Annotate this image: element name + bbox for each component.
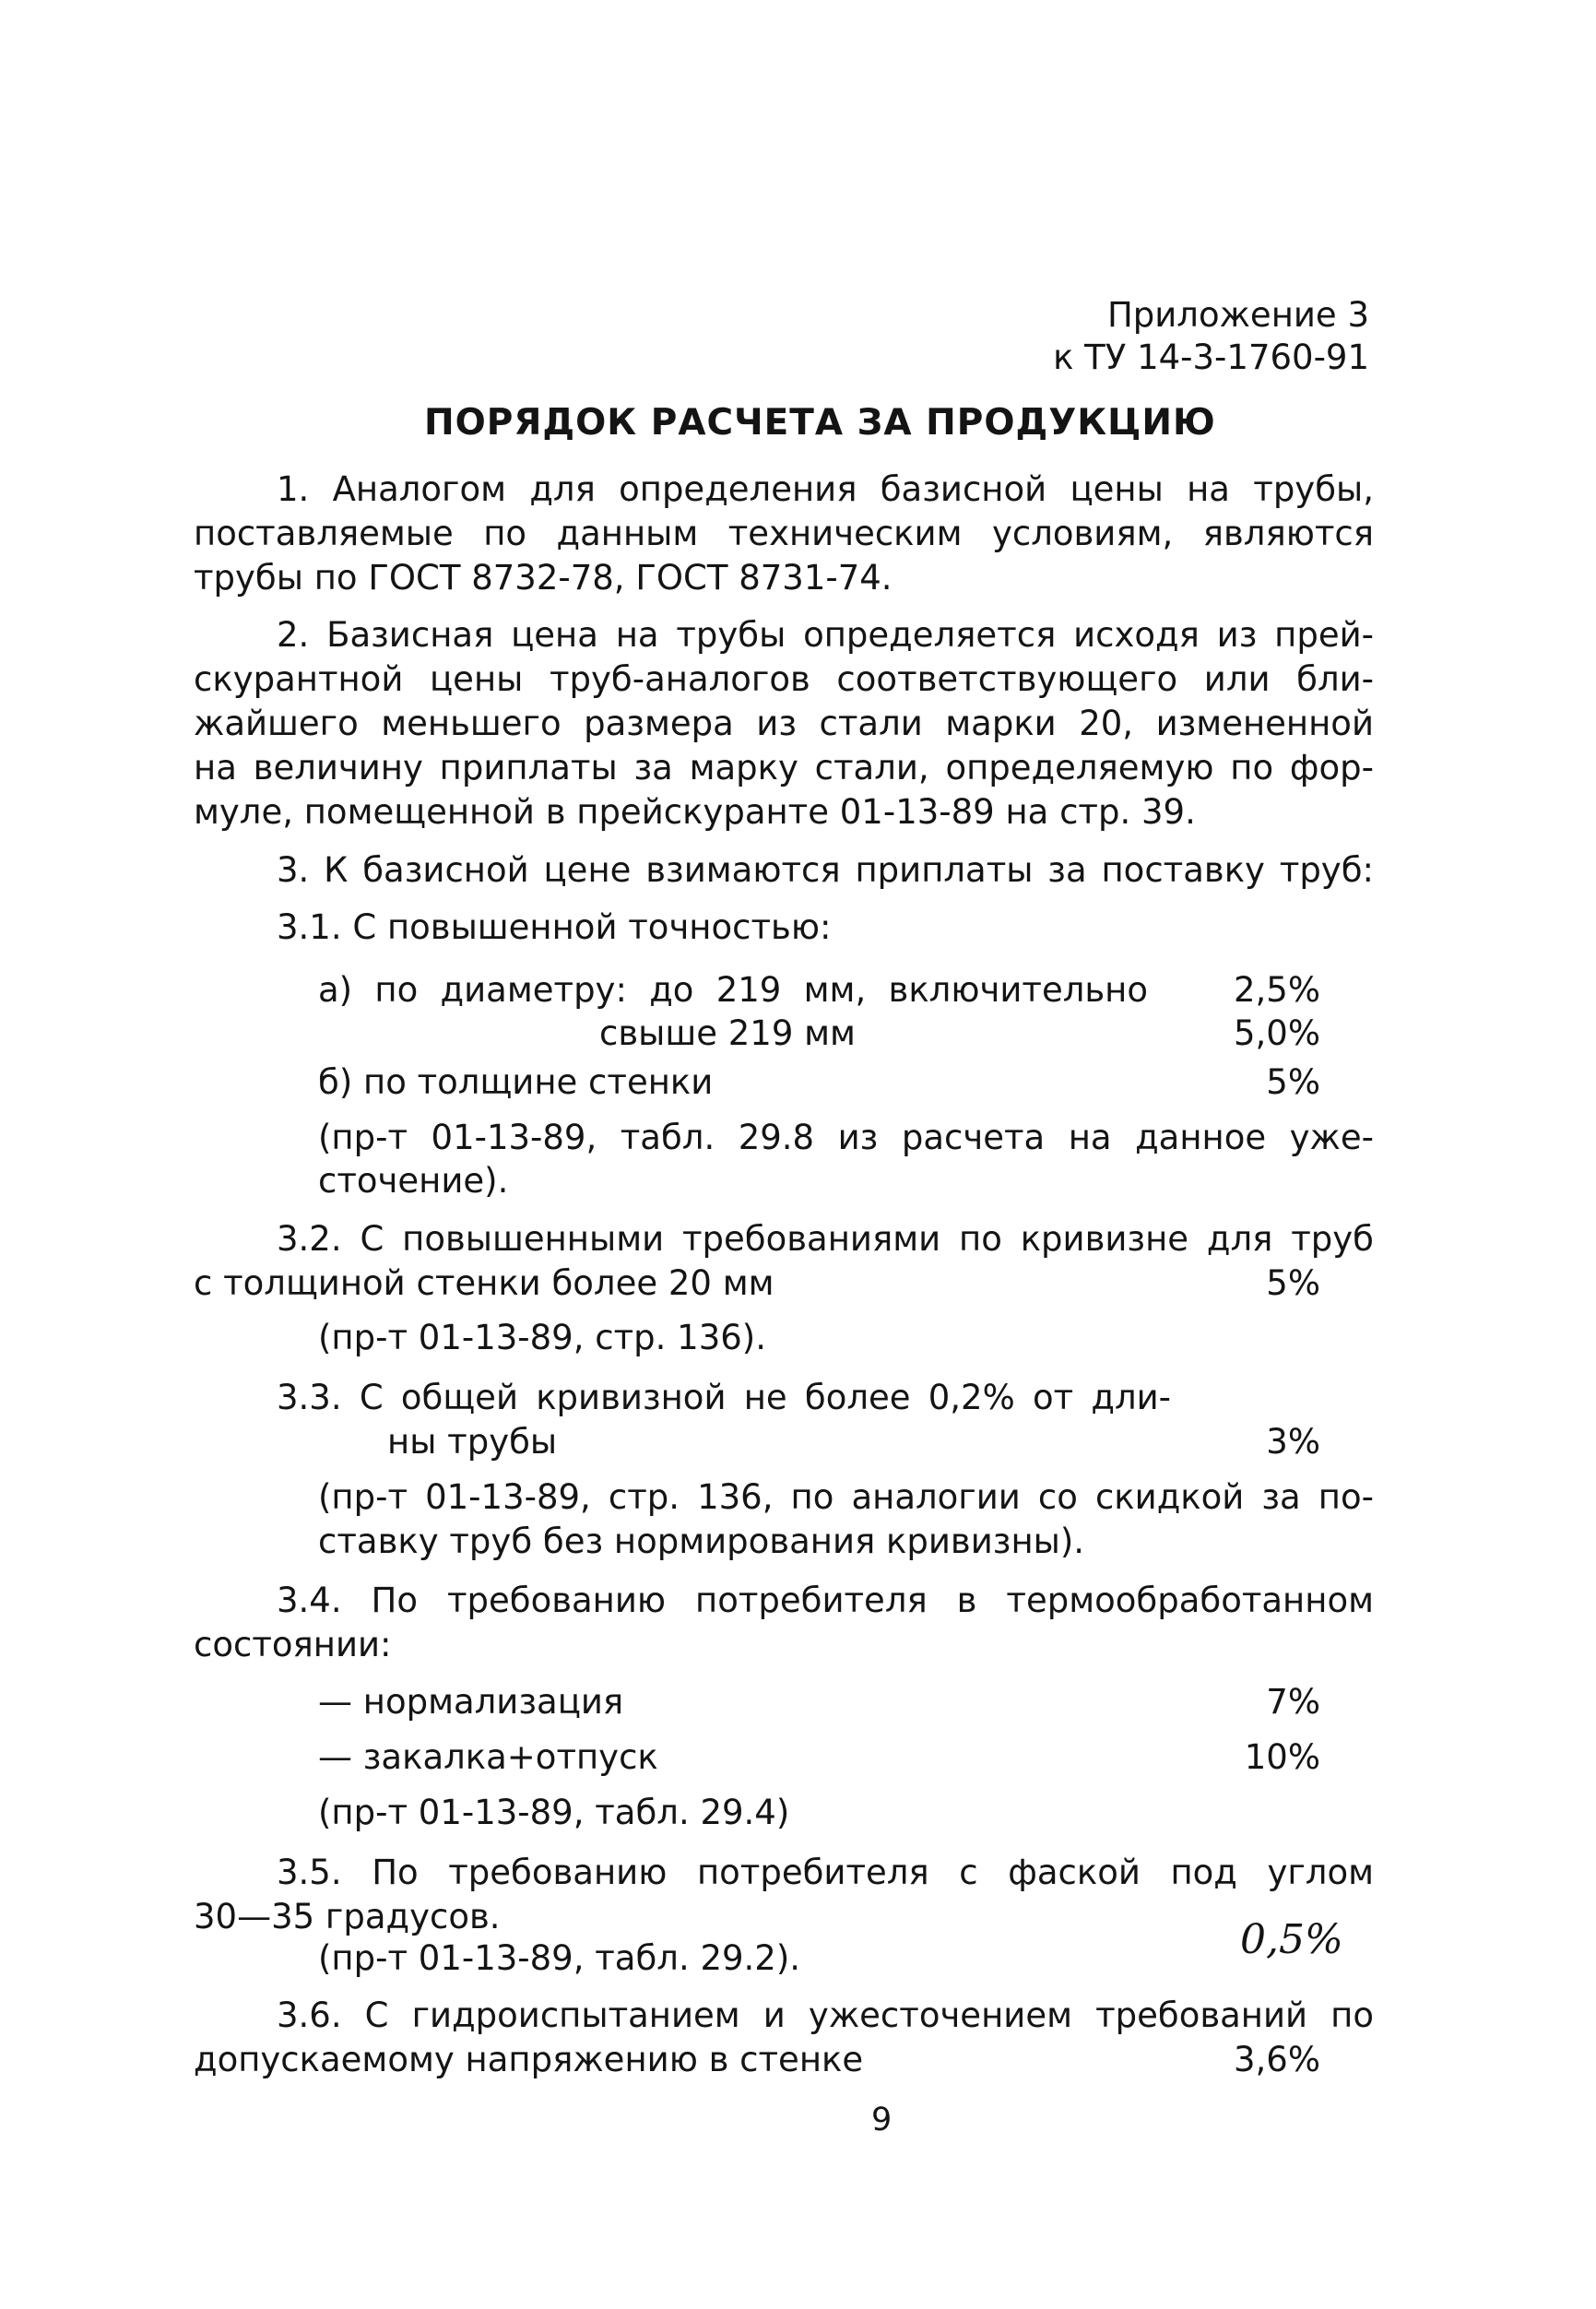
paragraph-2-line: скурантной цены труб-аналогов соответствующего или бли-: [194, 659, 1374, 699]
page-number: 9: [871, 2102, 893, 2138]
treatment-item: — закалка+отпуск: [318, 1737, 658, 1777]
surcharge-value: 5%: [1266, 1062, 1320, 1102]
paragraph-1-line: 1. Аналогом для определения базисной цены на трубы,: [277, 469, 1374, 509]
paragraph-3: 3. К базисной цене взимаются приплаты за поставку труб:: [277, 850, 1374, 890]
paragraph-2-line: муле, помещенной в прейскуранте 01-13-89 на стр. 39.: [194, 792, 1196, 832]
paragraph-2-line: 2. Базисная цена на трубы определяется исходя из прей-: [277, 615, 1374, 655]
section-3-2-line: с толщиной стенки более 20 мм: [194, 1263, 774, 1303]
section-3-1-a-line: свыше 219 мм: [599, 1013, 856, 1053]
handwritten-annotation: 0,5%: [1240, 1916, 1343, 1963]
reference-note: (пр-т 01-13-89, стр. 136).: [318, 1318, 766, 1357]
reference-note: (пр-т 01-13-89, табл. 29.4): [318, 1793, 790, 1832]
section-3-5-line: 3.5. По требованию потребителя с фаской под углом: [277, 1853, 1374, 1892]
surcharge-value: 10%: [1244, 1737, 1320, 1777]
reference-note: ставку труб без нормирования кривизны).: [318, 1522, 1085, 1561]
section-3-6-line: 3.6. С гидроиспытанием и ужесточением требований по: [277, 1995, 1374, 2035]
surcharge-value: 7%: [1266, 1682, 1320, 1722]
surcharge-value: 5,0%: [1234, 1013, 1320, 1053]
treatment-item: — нормализация: [318, 1682, 624, 1722]
section-3-3-line: ны трубы: [387, 1422, 558, 1462]
section-3-4-line: 3.4. По требованию потребителя в термообработанном: [277, 1581, 1374, 1620]
surcharge-value: 5%: [1266, 1263, 1320, 1303]
reference-note: (пр-т 01-13-89, табл. 29.2).: [318, 1938, 801, 1978]
section-3-1-heading: 3.1. С повышенной точностью:: [277, 907, 832, 947]
page-title: ПОРЯДОК РАСЧЕТА ЗА ПРОДУКЦИЮ: [424, 402, 1216, 444]
section-3-3-line: 3.3. С общей кривизной не более 0,2% от дли-: [277, 1378, 1171, 1417]
appendix-label: Приложение 3: [1106, 295, 1369, 335]
paragraph-2-line: жайшего меньшего размера из стали марки 20, измененной: [194, 704, 1374, 743]
surcharge-value: 2,5%: [1234, 970, 1320, 1010]
appendix-ref: к ТУ 14-3-1760-91: [1053, 337, 1369, 377]
reference-note: сточение).: [318, 1161, 509, 1201]
paragraph-2-line: на величину приплаты за марку стали, определяемую по фор-: [194, 748, 1374, 787]
section-3-5-line: 30—35 градусов.: [194, 1897, 501, 1936]
reference-note: (пр-т 01-13-89, табл. 29.8 из расчета на данное уже-: [318, 1118, 1374, 1157]
paragraph-1-line: трубы по ГОСТ 8732-78, ГОСТ 8731-74.: [194, 558, 893, 598]
section-3-2-line: 3.2. С повышенными требованиями по кривизне для труб: [277, 1219, 1374, 1259]
paragraph-1-line: поставляемые по данным техническим условиям, являются: [194, 514, 1374, 553]
surcharge-value: 3,6%: [1234, 2040, 1320, 2079]
reference-note: (пр-т 01-13-89, стр. 136, по аналогии со скидкой за по-: [318, 1477, 1374, 1517]
section-3-1-b-line: б) по толщине стенки: [318, 1062, 714, 1102]
surcharge-value: 3%: [1266, 1422, 1320, 1462]
section-3-1-a-line: а) по диаметру: до 219 мм, включительно: [318, 970, 1148, 1010]
section-3-6-line: допускаемому напряжению в стенке: [194, 2040, 864, 2079]
section-3-4-line: состоянии:: [194, 1625, 392, 1664]
